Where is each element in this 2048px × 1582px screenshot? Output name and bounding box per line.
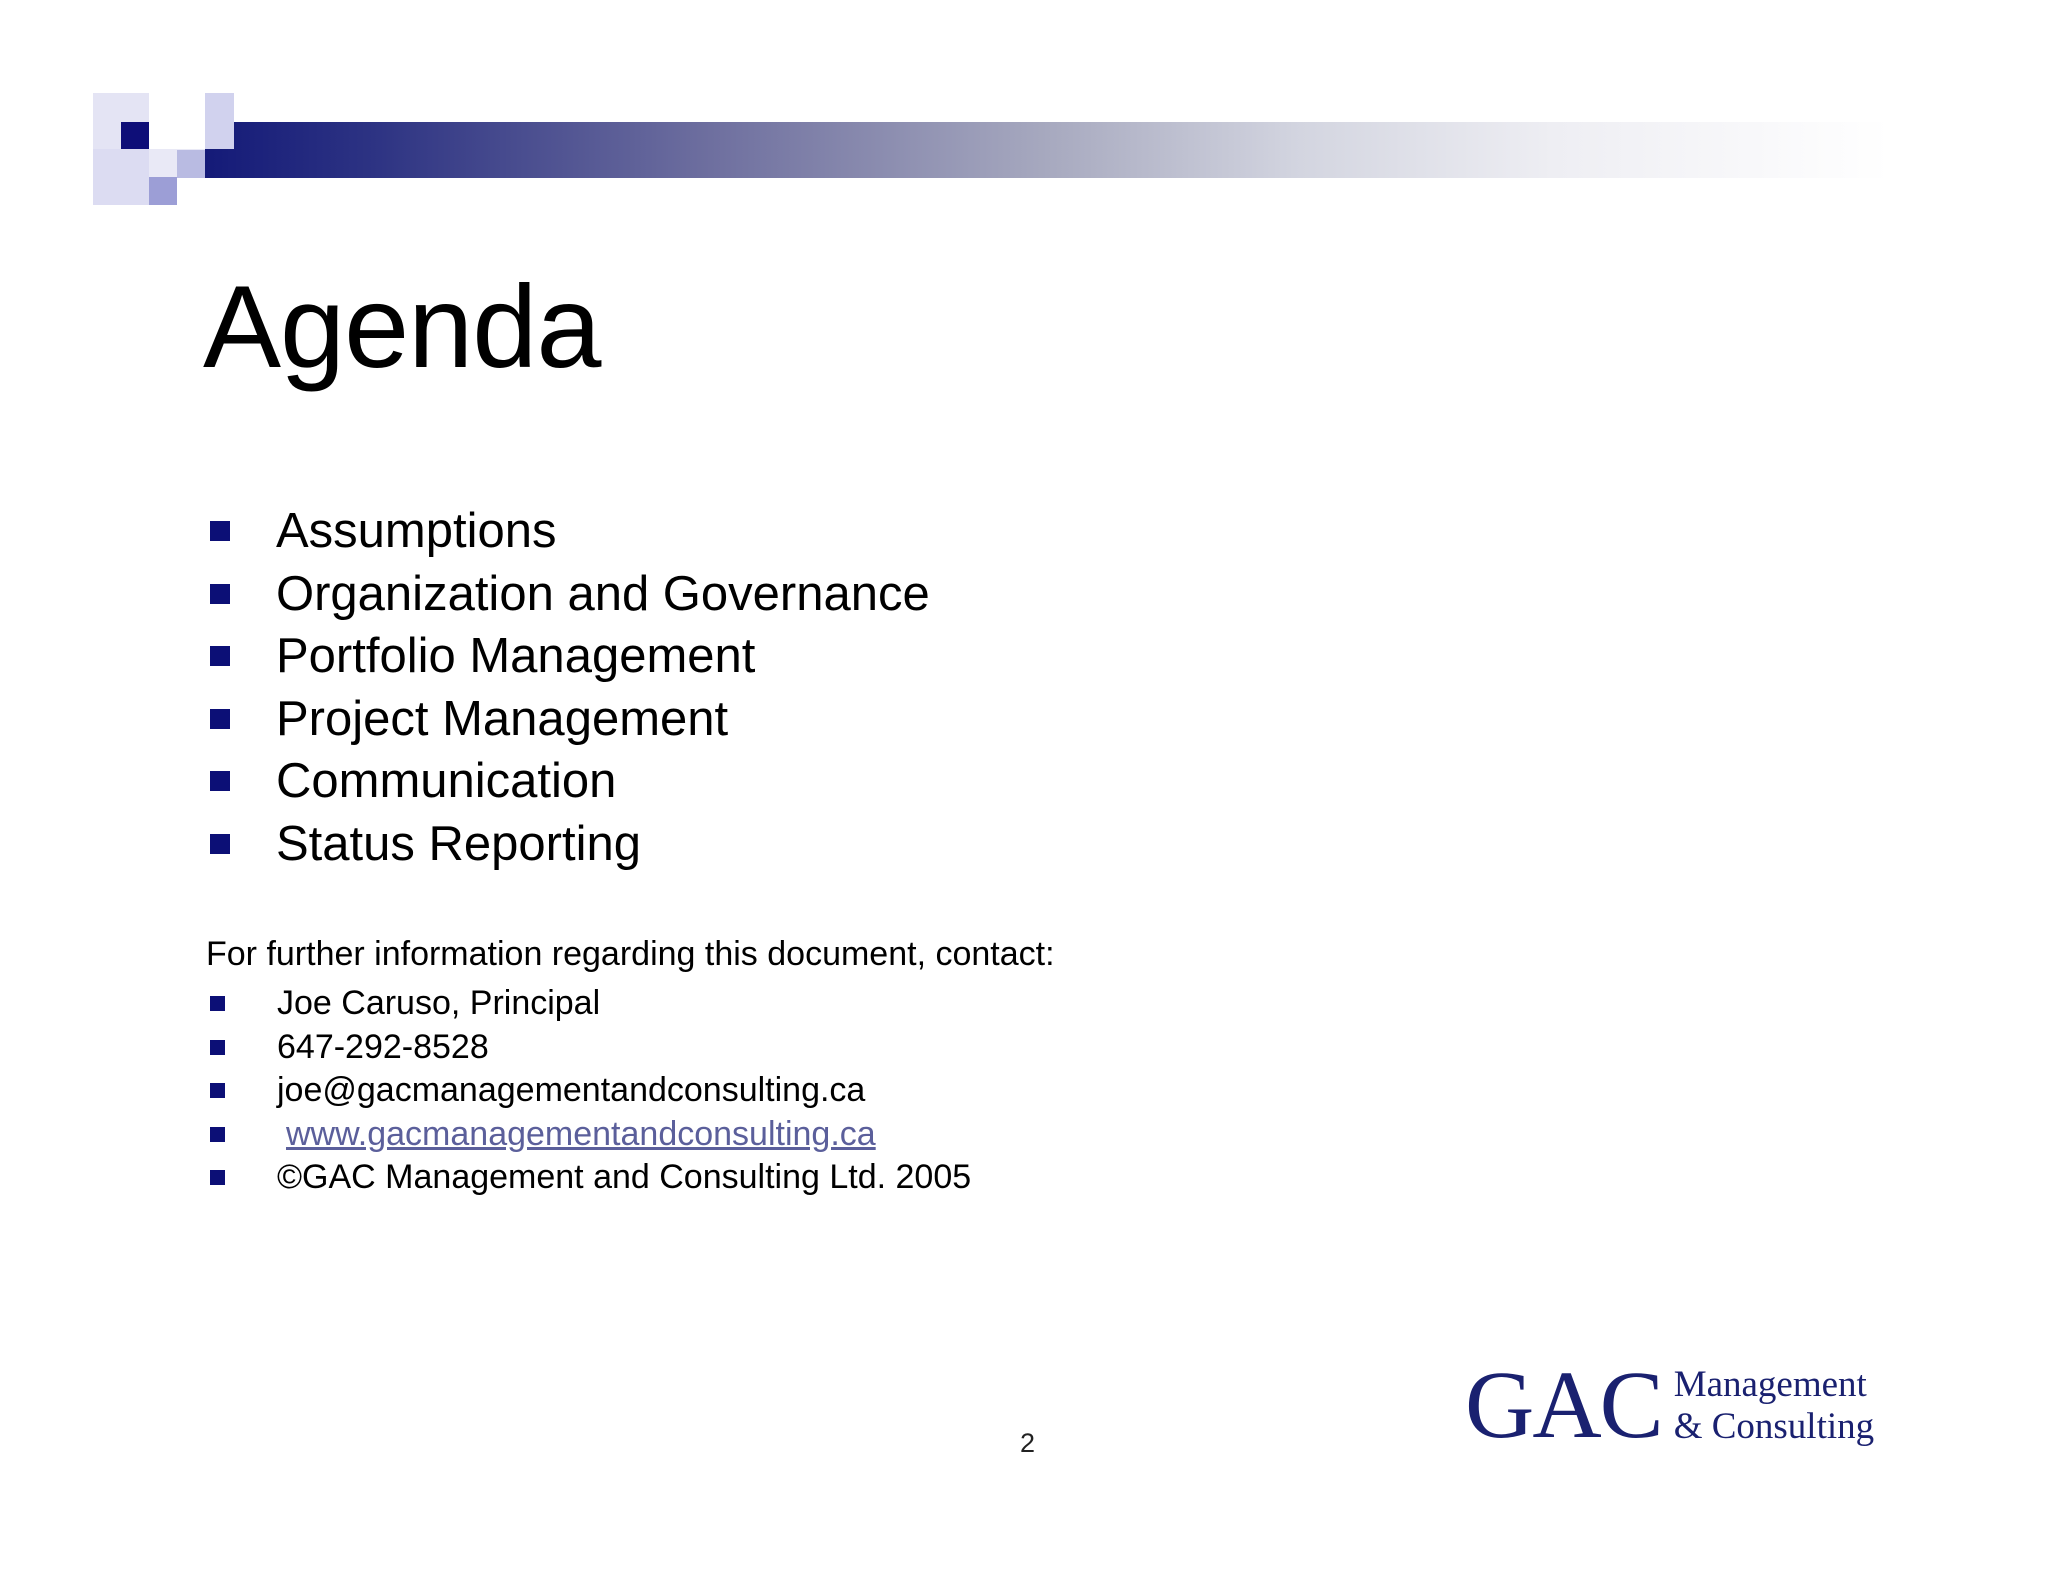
agenda-item-label: Portfolio Management [276,629,756,684]
square-bullet-icon [210,771,230,791]
logo-line-1: Management [1673,1364,1867,1406]
agenda-item [206,500,930,563]
logo-subtitle [1674,1364,1874,1448]
agenda-item-label: Project Management [276,691,729,746]
square-bullet-icon [210,709,230,729]
contact-item [206,1156,971,1200]
header-square [177,150,205,178]
header-gradient-bar [205,122,1890,178]
square-bullet-icon [210,1170,225,1185]
agenda-list [206,500,930,875]
contact-name: Joe Caruso, Principal [277,984,601,1023]
contact-item [206,1069,971,1113]
square-bullet-icon [210,584,230,604]
logo-line-2: & Consulting [1673,1406,1875,1448]
contact-intro: For further information regarding this document, contact: [206,935,1055,973]
square-bullet-icon [210,646,230,666]
contact-list [206,982,971,1200]
website-link[interactable]: www.gacmanagementandconsulting.ca [286,1114,876,1153]
copyright-text: ©GAC Management and Consulting Ltd. 2005 [277,1158,972,1197]
square-bullet-icon [210,1040,225,1055]
header-square [149,93,205,149]
agenda-item [206,563,930,626]
agenda-item-label: Communication [276,754,617,809]
contact-item [206,1026,971,1070]
square-bullet-icon [210,834,230,854]
header-square [205,93,234,149]
agenda-item [206,688,930,751]
header-square [121,122,149,150]
agenda-item [206,813,930,876]
square-bullet-icon [210,521,230,541]
square-bullet-icon [210,1127,225,1142]
agenda-item [206,625,930,688]
page-number: 2 [1020,1428,1036,1458]
contact-item [206,1113,971,1157]
agenda-item [206,750,930,813]
agenda-item-label: Organization and Governance [276,566,930,621]
square-bullet-icon [210,1083,225,1098]
logo-mark: GAC [1465,1351,1662,1458]
slide-title: Agenda [203,261,601,392]
square-bullet-icon [210,996,225,1011]
contact-item [206,982,971,1026]
contact-phone: 647-292-8528 [277,1027,489,1066]
contact-email: joe@gacmanagementandconsulting.ca [277,1071,866,1110]
gac-logo [1465,1351,1875,1458]
agenda-item-label: Assumptions [276,504,557,559]
header-square [149,177,177,205]
header-square [93,149,149,205]
agenda-item-label: Status Reporting [276,816,641,871]
